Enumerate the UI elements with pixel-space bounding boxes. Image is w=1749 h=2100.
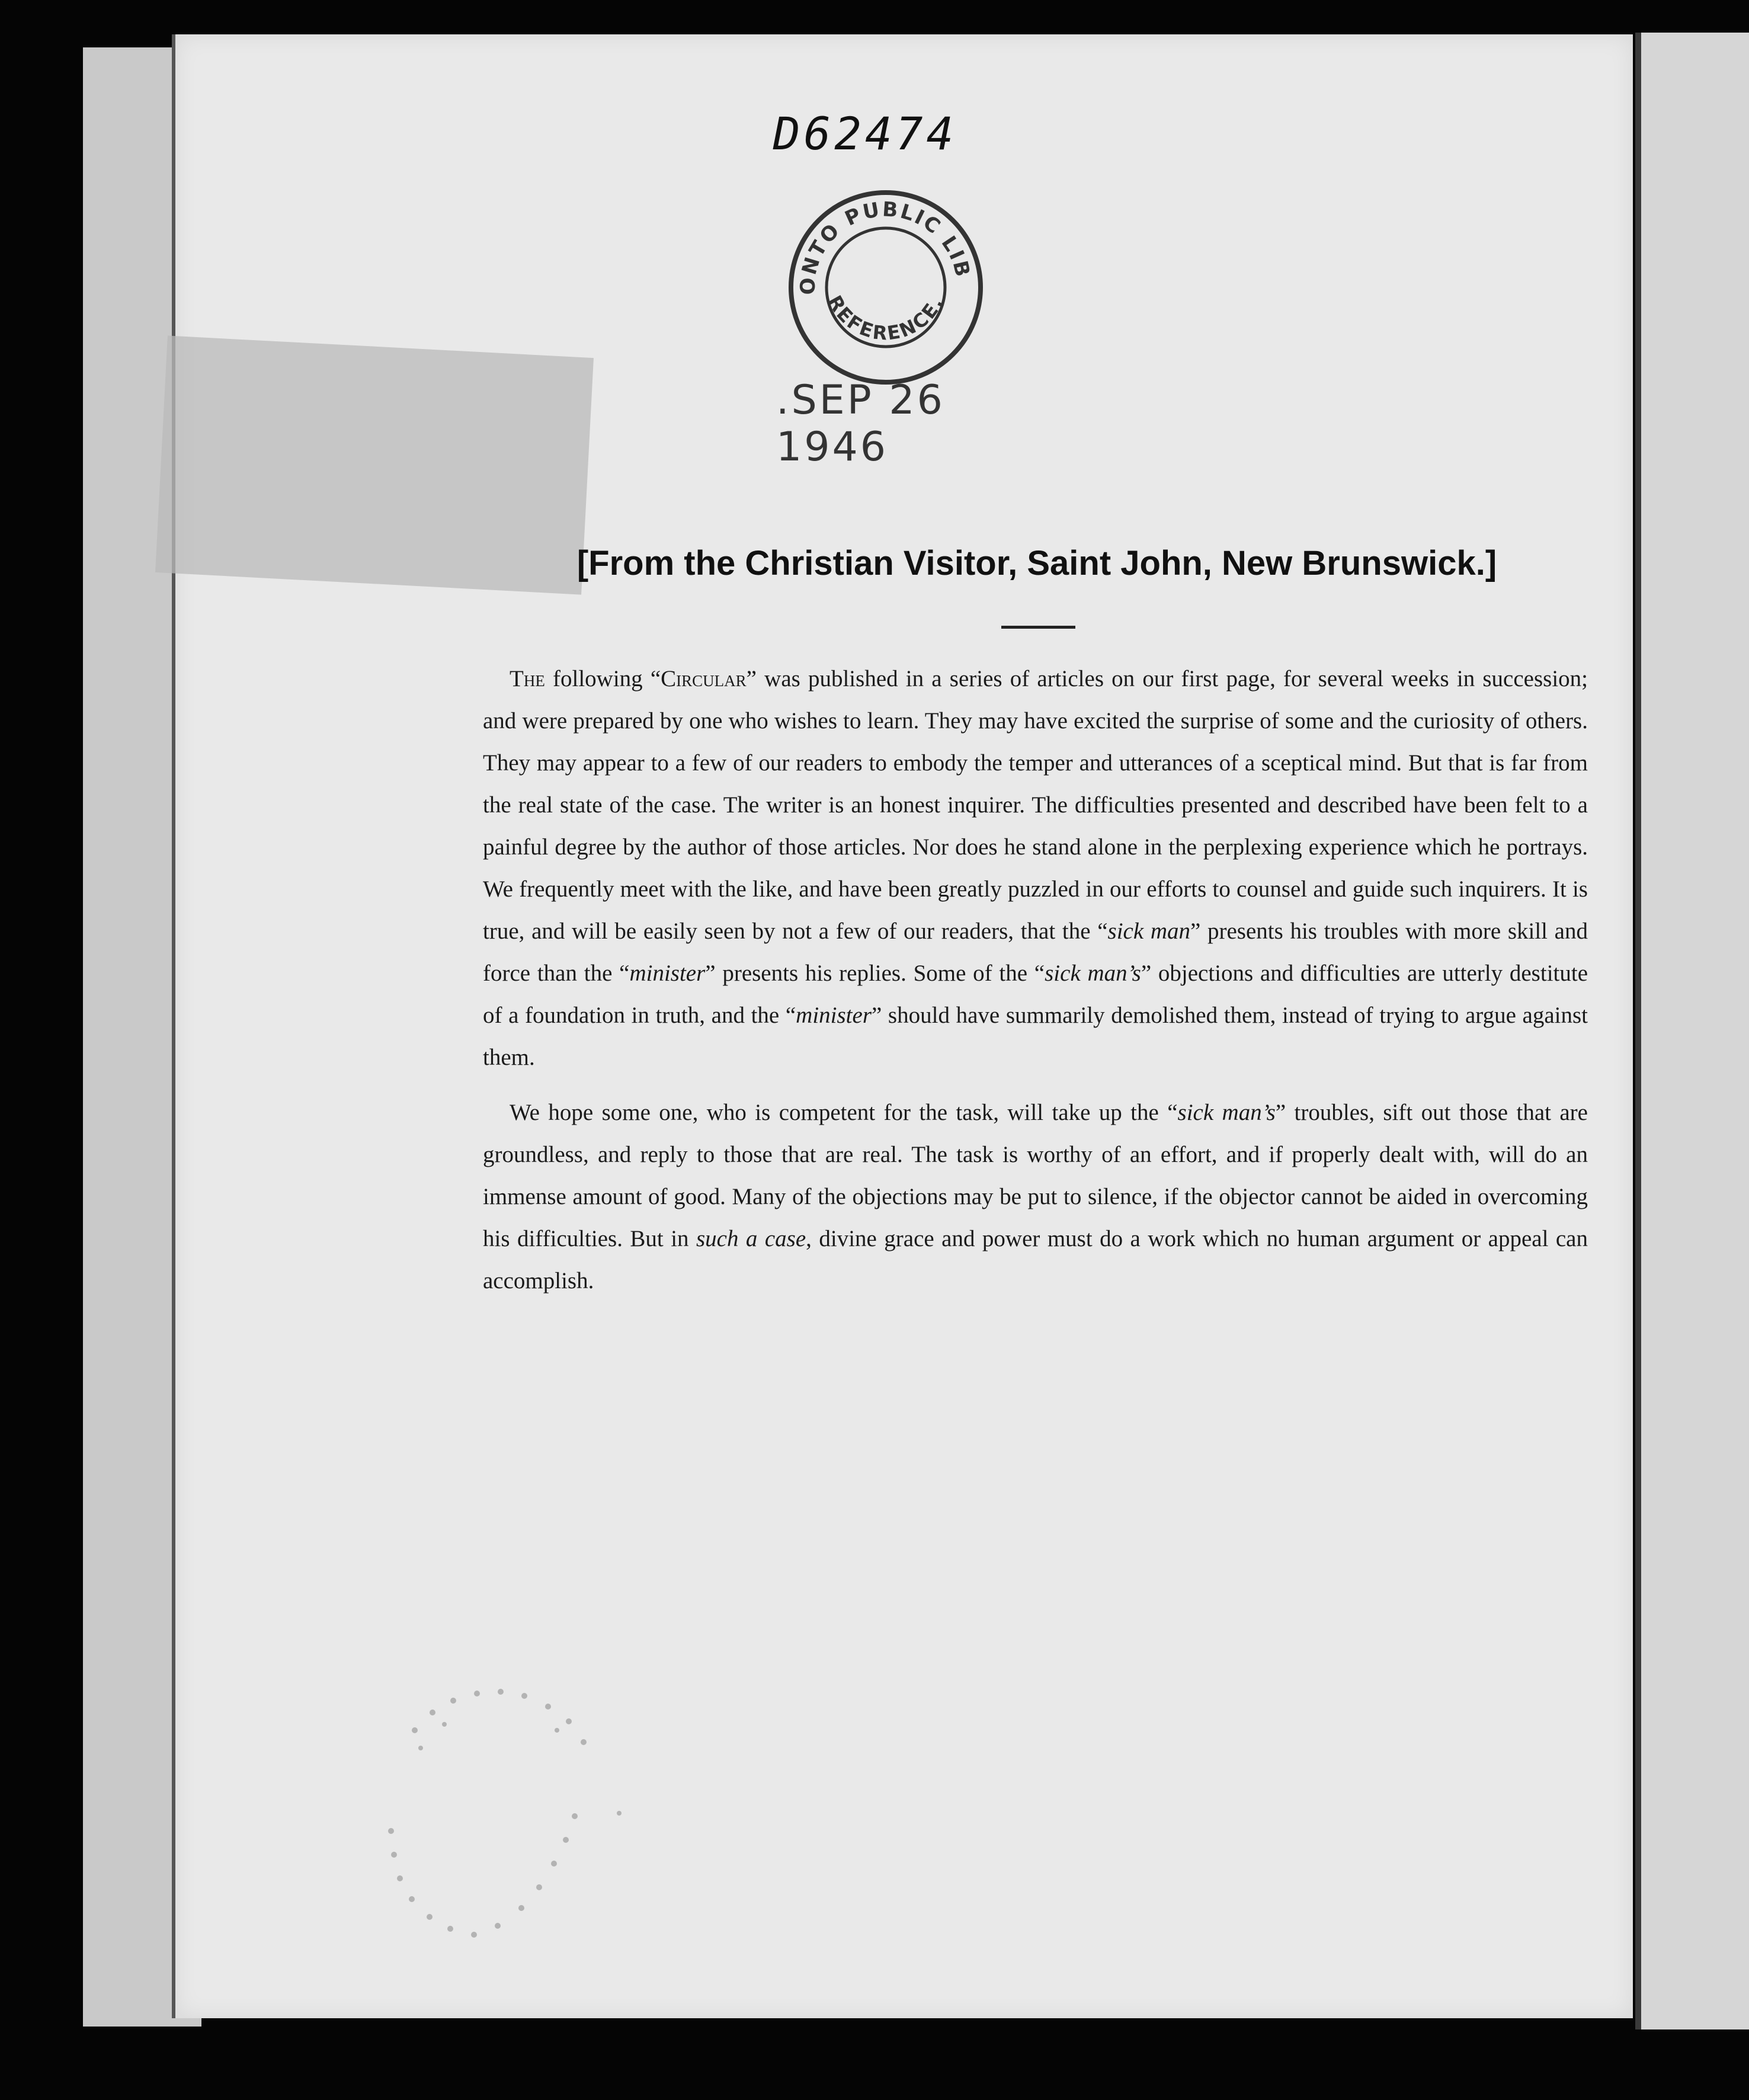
p2-text: , divine grace and power must do a work which no human argument or appeal can accomplish. [483,1226,1588,1294]
p1-text: ” presents his replies. Some of the “ [705,961,1045,986]
svg-text:REFERENCE. [823,292,948,345]
p1-italic: minister [629,961,706,986]
p1-text: ” objections and difficulties are utterly destitute of a foundation in truth, and the “ [483,961,1588,1028]
accession-number: D62474 [773,107,957,160]
library-stamp [782,184,989,391]
paragraph-2 [483,1091,1588,1302]
perforation-marks [379,1659,664,1967]
p1-italic: sick man [1107,918,1190,944]
p2-text: ” troubles, sift out those that are groundless, and reply to those that are real. The task is worthy of an effort, and if properly dealt with, will do an immense amount of good. Many of the objections may be put to silence, if the objector cannot be aided in overcoming his difficulties. But in [483,1100,1588,1251]
stamp-bottom-text: REFERENCE. [823,292,949,345]
p1-text: ” presents his troubles with more skill and force than the “ [483,918,1588,986]
paragraph-1 [483,658,1588,1078]
p1-text: ” was published in a series of articles on our first page, for several weeks in succession; and were prepared by one who wishes to learn. They may have excited the surprise of some and the curiosity of others. They may appear to a few of our readers to embody the temper and utterances of a sceptical mind. But that is far from the real state of the case. The writer is an honest inquirer. The difficulties presented and described have been felt to a painful degree by the author of those articles. Nor does he stand alone in the perplexing experience which he portrays. We frequently meet with the like, and have been greatly puzzled in our efforts to counsel and guide such inquirers. It is true, and will be easily seen by not a few of our readers, that the “ [483,666,1588,944]
p1-text: ” should have summarily demolished them, instead of trying to argue against them. [483,1003,1588,1070]
date-stamp: .SEP 26 1946 [776,377,945,470]
p1-italic: minister [796,1003,872,1028]
p1-lead: The [510,666,545,692]
p2-italic: sick man’s [1177,1100,1276,1125]
svg-text:TORONTO PUBLIC LIBRARY [782,184,975,295]
p1-italic: sick man’s [1045,961,1141,986]
divider-rule [1001,626,1075,629]
body-text [483,658,1588,1315]
p2-italic: such a case [696,1226,806,1251]
adjacent-page [1635,33,1749,2029]
p1-text: following “ [544,666,661,692]
tape-residue [155,335,594,594]
stamp-top-text: ONTO PUBLIC LIB [796,197,975,296]
source-line: [From the Christian Visitor, Saint John, New Brunswick.] [576,543,1497,582]
p2-text: We hope some one, who is competent for the task, will take up the “ [510,1100,1178,1125]
p1-circular: Circular [661,666,747,692]
